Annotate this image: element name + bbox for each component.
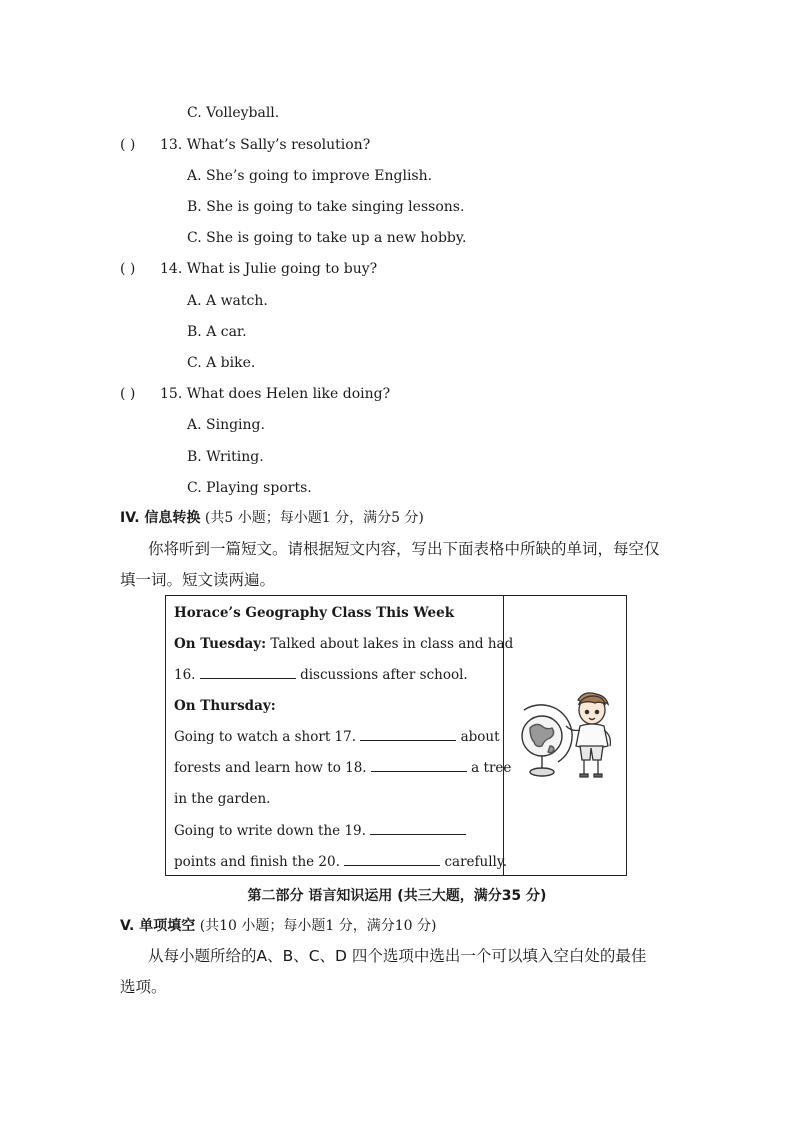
- section-5-heading: [120, 917, 437, 935]
- question-text: 13. What’s Sally’s resolution?: [160, 137, 371, 153]
- blank-20-text: points and finish the 20.: [174, 854, 340, 870]
- option-a-14: A. A watch.: [187, 293, 268, 309]
- option-c-13: C. She is going to take up a new hobby.: [187, 230, 467, 246]
- blank-20-row: [174, 853, 507, 871]
- blank-16-number: 16.: [174, 667, 196, 683]
- blank-16[interactable]: [200, 666, 296, 679]
- blank-19-text: Going to write down the 19.: [174, 823, 366, 839]
- option-b-15: B. Writing.: [187, 449, 264, 465]
- blank-19[interactable]: [370, 822, 466, 835]
- answer-bracket[interactable]: ( ): [120, 261, 136, 277]
- question-text: 15. What does Helen like doing?: [160, 386, 391, 402]
- answer-bracket[interactable]: ( ): [120, 137, 136, 153]
- blank-20-tail: carefully.: [440, 854, 507, 870]
- option-c-15: C. Playing sports.: [187, 480, 312, 496]
- answer-bracket[interactable]: ( ): [120, 386, 136, 402]
- part-2-heading: 第二部分 语言知识运用 (共三大题，满分35 分): [247, 888, 547, 904]
- option-b-13: B. She is going to take singing lessons.: [187, 199, 465, 215]
- section-4-heading: [120, 509, 424, 527]
- option-b-14: B. A car.: [187, 324, 247, 340]
- section-5-title: V. 单项填空: [120, 918, 196, 934]
- tuesday-label: On Tuesday:: [174, 636, 267, 652]
- blank-17[interactable]: [360, 728, 456, 741]
- section-4-instruction-1: 你将听到一篇短文。请根据短文内容，写出下面表格中所缺的单词，每空仅: [148, 540, 660, 558]
- boy-globe-illustration: [512, 690, 618, 786]
- blank-17-tail: about: [456, 729, 500, 745]
- section-5-score: (共10 小题；每小题1 分，满分10 分): [199, 918, 437, 934]
- blank-16-row: [174, 666, 468, 684]
- blank-18-text: forests and learn how to 18.: [174, 760, 367, 776]
- section-4-score: (共5 小题；每小题1 分，满分5 分): [204, 510, 424, 526]
- table-title: Horace’s Geography Class This Week: [174, 605, 455, 621]
- question-text: 14. What is Julie going to buy?: [160, 261, 378, 277]
- blank-18-row: [174, 759, 511, 777]
- option-a-13: A. She’s going to improve English.: [187, 168, 433, 184]
- tuesday-text: Talked about lakes in class and had: [266, 636, 514, 652]
- blank-18[interactable]: [371, 759, 467, 772]
- blank-18-continuation: in the garden.: [174, 791, 271, 807]
- blank-19-row: [174, 822, 466, 840]
- option-a-15: A. Singing.: [187, 417, 265, 433]
- tuesday-row: [174, 635, 513, 653]
- blank-18-tail: a tree: [466, 760, 512, 776]
- option-c-12: C. Volleyball.: [187, 105, 280, 121]
- section-4-instruction-2: 填一词。短文读两遍。: [120, 571, 276, 589]
- section-5-instruction-1: 从每小题所给的A、B、C、D 四个选项中选出一个可以填入空白处的最佳: [148, 947, 647, 965]
- option-c-14: C. A bike.: [187, 355, 256, 371]
- thursday-label: On Thursday:: [174, 698, 276, 714]
- blank-20[interactable]: [344, 853, 440, 866]
- blank-17-row: [174, 728, 500, 746]
- question-15: [120, 385, 390, 403]
- question-14: [120, 260, 377, 278]
- question-13: [120, 136, 370, 154]
- blank-16-tail: discussions after school.: [295, 667, 468, 683]
- blank-17-text: Going to watch a short 17.: [174, 729, 357, 745]
- globe-icon: [522, 705, 572, 776]
- section-4-title: IV. 信息转换: [120, 510, 201, 526]
- section-5-instruction-2: 选项。: [120, 978, 167, 996]
